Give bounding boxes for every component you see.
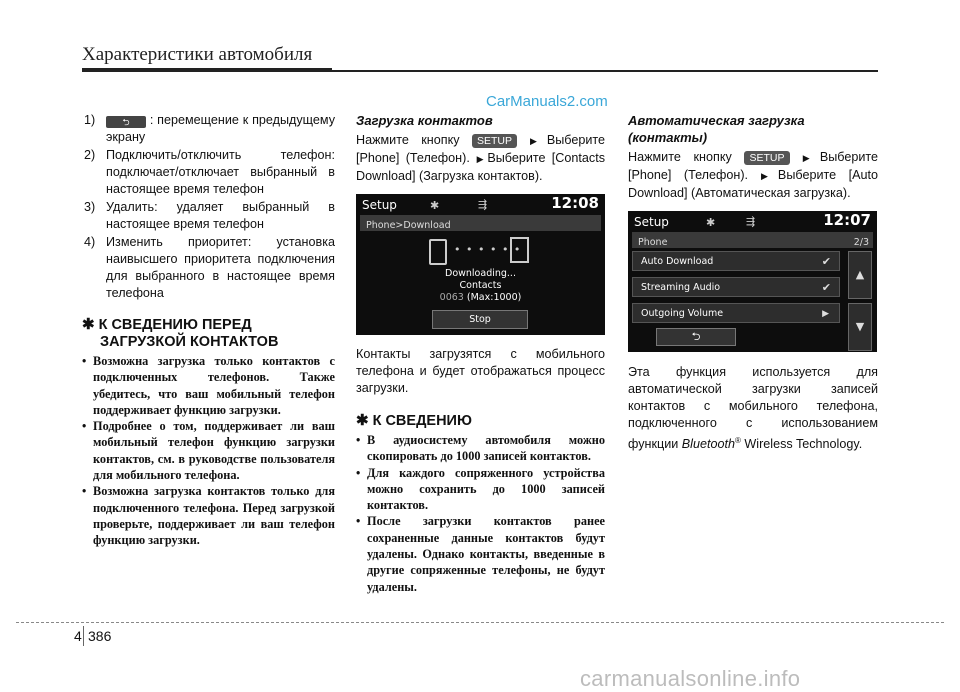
column-3 [628,112,878,453]
menu-row-streaming-audio[interactable]: Streaming Audio ✔ [632,277,840,297]
download-type: Contacts [459,280,502,291]
stop-button[interactable]: Stop [432,310,528,329]
scroll-up-button[interactable]: ▲ [848,251,872,299]
result-paragraph: Контакты загрузятся с мобильного телефона и будет отображаться процесс загрузки. [356,347,605,395]
download-max: (Max:1000) [466,292,522,303]
arrow-right-icon: ▶ [473,154,487,164]
column-1 [82,112,335,549]
screen-time: 12:08 [551,194,599,212]
arrow-right-icon: ▶ [752,171,777,181]
back-button[interactable]: ⮌ [656,328,736,346]
list-text: : перемещение к предыдущему экрану [106,113,335,144]
contacts-file-icon [510,237,529,263]
menu-row-auto-download[interactable]: Auto Download ✔ [632,251,840,271]
screen-title: Setup [362,198,397,212]
screen-crumb: Phone [638,237,668,248]
usb-icon: ⇶ [478,198,488,211]
subsection-title: Загрузка контактов [356,113,493,128]
download-count: 0063 [439,292,464,303]
description-paragraph: Эта функция используется для автоматической загрузки записей контактов с мобильного телефона, подключенного с использованием функции Bluetooth® Wireless Technology. [628,365,878,452]
arrow-right-icon: ▶ [822,309,829,319]
auto-download-screen [628,211,877,352]
scroll-down-button[interactable]: ▼ [848,303,872,351]
note-bullet: • После загрузки контактов ранее сохраненные данные контактов будут удалены. Однако контакты, введенные в другие сопряженные телефоны, не будут удалены. [356,514,605,594]
list-number: 3) [84,200,96,214]
bluetooth-icon: ✱ [706,216,716,229]
screen-time: 12:07 [823,211,871,229]
phone-icon [429,239,447,265]
note-bullet: • Для каждого сопряженного устройства можно сохранить до 1000 записей контактов. [356,465,605,513]
watermark-bottom: carmanualsonline.info [580,666,801,691]
chapter-number: 4 [74,628,82,644]
note-heading: ✱ К СВЕДЕНИЮ [356,412,472,429]
list-item [82,199,335,233]
note-star-icon: ✱ [82,316,95,333]
menu-row-outgoing-volume[interactable]: Outgoing Volume ▶ [632,303,840,323]
note-bullet: • Возможна загрузка контактов только для подключенного телефона. Перед загрузкой проверьте, поддерживает ли ваш телефон функцию загрузки. [82,484,335,548]
list-item [82,112,335,146]
list-number: 1) [84,113,96,127]
screen-crumb: Phone>Download [366,220,451,231]
header-rule-thin [332,70,878,72]
page-separator [83,626,84,646]
note-bullet: • Подробнее о том, поддерживает ли ваш мобильный телефон функцию загрузки контактов, см. в руководстве пользователя для мобильного телефона. [82,419,335,483]
column-2 [356,112,605,595]
bluetooth-brand: Bluetooth [681,437,735,452]
list-item [82,234,335,302]
screen-page-indicator: 2/3 [853,237,869,248]
note-heading-line1: К СВЕДЕНИЮ ПЕРЕД [98,317,252,333]
note-bullet: • Возможна загрузка только контактов с подключенных телефонов. Также убедитесь, что ваш мобильный телефон поддерживает функцию загрузки. [82,354,335,417]
footer-dashed-rule [16,622,944,623]
checkmark-icon: ✔ [821,281,831,294]
usb-icon: ⇶ [746,215,756,228]
download-status: Downloading... [445,268,516,279]
list-text: Подключить/отключить телефон: подключает/отключает выбранный в настоящее время телефон [106,148,335,196]
list-text: Изменить приоритет: установка наивысшего приоритета подключения для выбранного в настоящее время телефона [106,235,335,300]
list-item [82,147,335,198]
arrow-right-icon: ▶ [521,136,546,146]
setup-button-icon: SETUP [472,134,517,148]
watermark-top: CarManuals2.com [486,93,608,110]
subsection-title: Автоматическая загрузка (контакты) [628,113,805,145]
page-number: 386 [88,628,112,644]
setup-button-icon: SETUP [744,151,789,165]
note-star-icon: ✱ [356,412,369,429]
note-heading-line2: ЗАГРУЗКОЙ КОНТАКТОВ [100,334,279,350]
list-text: Удалить: удаляет выбранный в настоящее время телефон [106,200,335,231]
note-bullet: • В аудиосистему автомобиля можно скопировать до 1000 записей контактов. [356,433,605,464]
list-number: 2) [84,148,96,162]
section-title: Характеристики автомобиля [82,44,313,65]
progress-dots: • • • • • • [454,243,522,256]
screen-title: Setup [634,215,669,229]
arrow-right-icon: ▶ [793,153,819,163]
note-heading [82,316,335,351]
instruction-paragraph: Нажмите кнопку SETUP ▶Выберите [Phone] (Телефон). ▶Выберите [Contacts Download] (Загрузка контактов). [356,133,606,183]
bluetooth-icon: ✱ [430,199,440,212]
list-number: 4) [84,235,96,249]
instruction-paragraph: Нажмите кнопку SETUP ▶Выберите [Phone] (Телефон). ▶Выберите [Auto Download] (Автоматическая загрузка). [628,150,879,200]
crumb-bar [632,232,873,248]
checkmark-icon: ✔ [821,255,831,268]
header-rule-thick [82,68,332,72]
download-screen [356,194,605,335]
back-button-icon: ⮌ [106,116,146,128]
